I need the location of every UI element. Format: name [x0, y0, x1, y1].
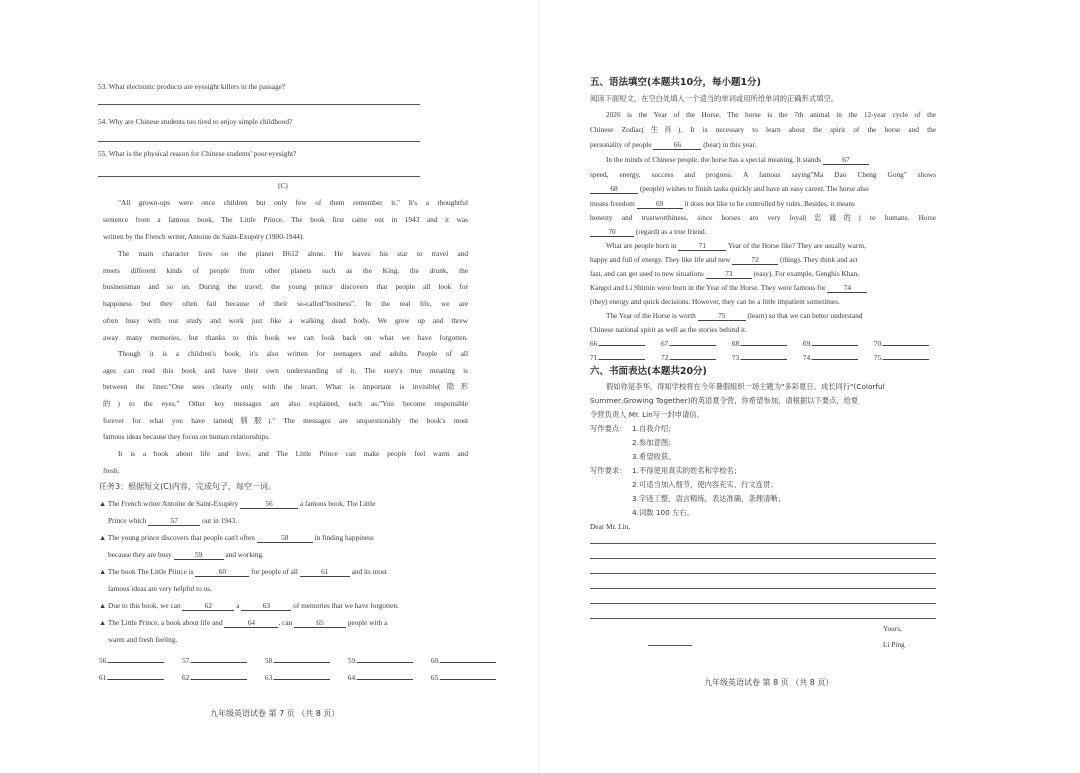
- answer-field-75[interactable]: [883, 359, 929, 360]
- grammar-line: fast, and can get used to new situations 73 (easy). For example, Genghis Khan,: [590, 269, 860, 278]
- writing-prompt-line: Summer,Growing Together)的英语夏令营，你希望参加，请根据以下要点，给夏: [590, 396, 859, 405]
- answer-field-67[interactable]: [670, 345, 716, 346]
- sentence-1-cont: Prince which 57 out in 1943.: [108, 516, 238, 525]
- sentence-2-cont: because they are busy 59 and working.: [108, 550, 264, 559]
- blank-58[interactable]: 58: [257, 534, 313, 543]
- answer-line-55[interactable]: [98, 176, 420, 177]
- writing-prompt-line: 令营负责人 Mr. Lin写一封申请信。: [590, 410, 704, 419]
- blank-72[interactable]: 72: [732, 256, 778, 265]
- writing-line[interactable]: [590, 573, 936, 574]
- grammar-line: What are people born in 71 Year of the Horse like? They are usually warm,: [606, 241, 866, 250]
- sentence-1: ▲ The French writer Antoine de Saint-Exupéry 56 a famous book, The Little: [99, 499, 376, 508]
- blank-66[interactable]: 66: [653, 141, 701, 150]
- section-6-heading: 六、书面表达(本题共20分): [590, 366, 707, 377]
- sentence-3: ▲ The book The Little Prince is 60 for people of all 61 and its most: [99, 567, 387, 576]
- answer-field-68[interactable]: [741, 345, 787, 346]
- answer-field-72[interactable]: [670, 359, 716, 360]
- blank-62[interactable]: 62: [182, 602, 234, 611]
- passage-line: famous ideas because they focus on human relationships.: [103, 432, 270, 441]
- answer-field-62[interactable]: [191, 679, 247, 680]
- grammar-line: 70 (regard) as a true friend.: [590, 227, 707, 237]
- writing-line[interactable]: [590, 618, 936, 619]
- passage-line: The main character lives on the planet B612 alone. He leaves his star to travel and: [118, 249, 468, 258]
- blank-63[interactable]: 63: [241, 602, 291, 611]
- writing-point: 3.希望收获。: [632, 452, 676, 461]
- grammar-line: honesty and trustworthiness, since horses are very loyal(忠诚的) to humans. Horse: [590, 213, 936, 222]
- page-footer: 九年级英语试卷 第 8 页 （共 8 页）: [704, 678, 834, 687]
- sentence-4: ▲ Due to this book, we can 62 a 63 of memories that we have forgotten.: [99, 601, 399, 610]
- answer-field-71[interactable]: [599, 359, 645, 360]
- passage-line: 的) to the eyes." Other key messages are also explained, such as:"You become responsible: [103, 399, 468, 408]
- passage-line: between the lines:"One sees clearly only with the heart. What is important is invisible(隐形: [103, 382, 468, 391]
- grammar-line: Chinese national spirit as well as the stories behind it.: [590, 325, 747, 334]
- blank-65[interactable]: 65: [294, 619, 346, 628]
- writing-prompt-line: 假如你是李华，得知学校将在今年暑假组织一场主题为"多彩夏日、成长同行"(Colorful: [606, 382, 885, 391]
- sentence-2: ▲ The young prince discovers that people can't often 58 in finding happiness: [99, 533, 374, 542]
- passage-line: meets different kinds of people from other planets such as the King, the drunk, the: [103, 266, 468, 275]
- grammar-line: 2026 is the Year of the Horse. The horse is the 7th animal in the 12-year cycle of the: [606, 110, 936, 119]
- sentence-5: ▲ The Little Prince, a book about life and 64 , can 65 people with a: [99, 618, 388, 627]
- writing-req: 2.可适当加入细节，使内容充实、行文连贯；: [632, 480, 778, 489]
- grammar-line: happy and full of energy. They like life and new 72 (thing). They think and act: [590, 255, 858, 264]
- letter-signature: Li Ping: [883, 640, 905, 649]
- writing-req: 1.不得使用真实的姓名和学校名；: [632, 466, 742, 475]
- sentence-3-cont: famous ideas are very helpful to us.: [108, 584, 212, 593]
- passage-line: businessman and so on. During the travel, the young prince discovers that people all look for: [103, 282, 468, 291]
- writing-reqs-label: 写作要求：: [590, 466, 627, 475]
- passage-line: It is a book about life and love, and The Little Prince can make people feel warm and: [118, 449, 468, 458]
- answer-field-56[interactable]: [108, 662, 164, 663]
- answer-field-65[interactable]: [440, 679, 496, 680]
- blank-67[interactable]: 67: [823, 156, 869, 165]
- answer-line-54[interactable]: [98, 141, 420, 142]
- blank-59[interactable]: 59: [174, 551, 224, 560]
- grammar-line: The Year of the Horse is worth 75 (learn) so that we can better understand: [606, 311, 863, 320]
- answer-field-58[interactable]: [274, 662, 330, 663]
- blank-68[interactable]: 68: [590, 185, 638, 194]
- answer-field-74[interactable]: [812, 359, 858, 360]
- writing-line[interactable]: [590, 588, 936, 589]
- passage-line: written by the French writer, Antoine de Saint-Exupéry (1900-1944).: [103, 232, 305, 241]
- passage-line: sentence from a famous book, The Little Prince. The book first came out in 1943 and it was: [103, 215, 468, 224]
- blank-75[interactable]: 75: [698, 312, 746, 321]
- answer-field-59[interactable]: [357, 662, 413, 663]
- blank-70[interactable]: 70: [590, 228, 634, 237]
- page-footer: 九年级英语试卷 第 7 页 （共 8 页）: [210, 709, 340, 718]
- answer-field-70[interactable]: [883, 345, 929, 346]
- task3-instruction: 任务3：根据短文(C)内容，完成句子，每空一词。: [99, 482, 276, 491]
- letter-salutation: Dear Mr. Lin,: [590, 522, 631, 531]
- grammar-answer-row-2: 71. 72. 73. 74. 75.: [590, 353, 929, 363]
- passage-line: fresh.: [103, 466, 120, 475]
- writing-point: 1.自我介绍；: [632, 424, 676, 433]
- blank-74[interactable]: 74: [827, 284, 867, 293]
- blank-69[interactable]: 69: [637, 200, 683, 209]
- grammar-line: speed, energy, success and progress. A famous saying"Ma Dao Cheng Gong" shows: [590, 170, 936, 179]
- right-page: [540, 0, 1080, 773]
- answer-field-61[interactable]: [108, 679, 164, 680]
- passage-line: away many memories, but thanks to this book we can look back on what we have forgotten.: [103, 333, 468, 342]
- answer-row-2: 61. 62. 63. 64. 65.: [99, 673, 496, 683]
- grammar-line: (they) energy and quick decisions. However, they can be a little impatient sometimes.: [590, 297, 840, 306]
- answer-field-60[interactable]: [440, 662, 496, 663]
- question-53: 53. What electronic products are eyesight killers in the passage?: [98, 82, 286, 91]
- blank-60[interactable]: 60: [195, 568, 249, 577]
- writing-req: 3.字迹工整，语言精练，表达准确，条理清晰；: [632, 494, 785, 503]
- blank-57[interactable]: 57: [148, 517, 200, 526]
- question-54: 54. Why are Chinese students too tired to enjoy simple childhood?: [98, 117, 293, 126]
- writing-point: 2.参加意图；: [632, 438, 676, 447]
- question-55: 55. What is the physical reason for Chinese students' poor eyesight?: [98, 149, 297, 158]
- passage-line: ages can read this book and have their own understanding of it. The story's true meaning is: [103, 366, 468, 375]
- passage-line: Though it is a children's book, it's also written for teenagers and adults. People of all: [118, 349, 468, 358]
- section-5-instruction: 阅读下面短文，在空白处填入一个适当的单词或用所给单词的正确形式填空。: [590, 94, 839, 103]
- grammar-answer-row-1: 66. 67. 68. 69. 70.: [590, 339, 929, 349]
- answer-field-64[interactable]: [357, 679, 413, 680]
- answer-field-66[interactable]: [599, 345, 645, 346]
- blank-71[interactable]: 71: [678, 242, 726, 251]
- passage-line: often busy with our study and work just like a walking dead body. We grew up and threw: [103, 316, 468, 325]
- grammar-line: Chinese Zodiac(生肖). It is necessary to learn about the spirit of the horse and the: [590, 125, 936, 134]
- grammar-line: In the minds of Chinese people, the horse has a special meaning. It stands 67: [606, 155, 869, 165]
- blank-64[interactable]: 64: [224, 619, 278, 628]
- signature-line[interactable]: [648, 645, 692, 646]
- grammar-line: personality of people 66 (bear) in this year.: [590, 140, 757, 149]
- letter-closing: Yours,: [883, 624, 902, 633]
- blank-56[interactable]: 56: [240, 500, 298, 509]
- blank-73[interactable]: 73: [706, 270, 752, 279]
- blank-61[interactable]: 61: [300, 568, 350, 577]
- passage-line: forever for what you have tamed(驯服)." The messages are unquestionably the book's most: [103, 416, 468, 425]
- writing-line[interactable]: [590, 543, 936, 544]
- answer-field-73[interactable]: [741, 359, 787, 360]
- grammar-line: means freedom 69 it does not like to be controlled by rules. Besides, it means: [590, 199, 855, 208]
- writing-line[interactable]: [590, 603, 936, 604]
- answer-field-57[interactable]: [191, 662, 247, 663]
- passage-line: "All grown-ups were once children but only few of them remember it." It's a thoughtful: [118, 198, 468, 207]
- answer-row-1: 56. 57. 58. 59. 60.: [99, 656, 496, 666]
- section-5-heading: 五、语法填空(本题共10分，每小题1分): [590, 77, 762, 88]
- passage-line: happiness but they often fail because of their so-called"business". In the real life, we are: [103, 299, 468, 308]
- answer-field-63[interactable]: [274, 679, 330, 680]
- section-c-heading: (C): [278, 181, 288, 190]
- answer-field-69[interactable]: [812, 345, 858, 346]
- answer-line-53[interactable]: [98, 104, 420, 105]
- writing-points-label: 写作要点：: [590, 424, 627, 433]
- writing-line[interactable]: [590, 558, 936, 559]
- grammar-line: Kangxi and Li Shimin were born in the Year of the Horse. They were famous for 74: [590, 283, 867, 293]
- sentence-5-cont: warm and fresh feeling.: [108, 635, 178, 644]
- grammar-line: 68 (people) wishes to finish tasks quickly and have an easy career. The horse also: [590, 184, 869, 194]
- writing-req: 4.词数 100 左右。: [632, 508, 695, 517]
